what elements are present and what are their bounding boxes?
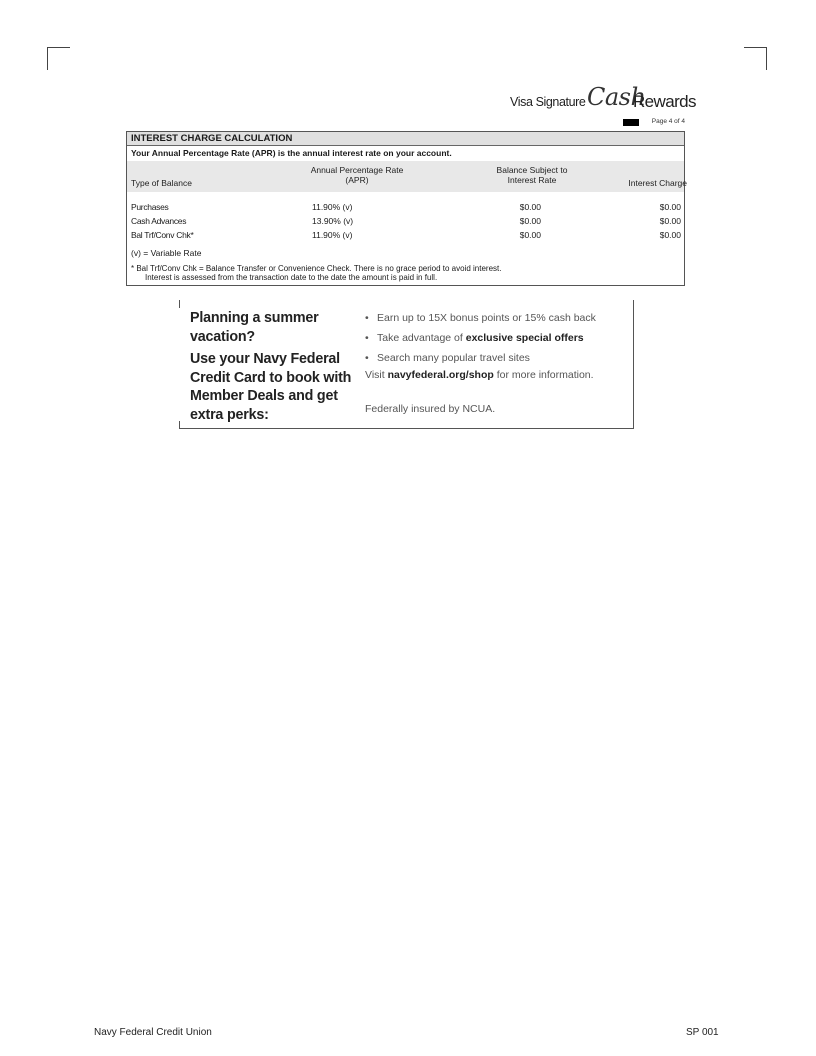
- page-number: Page 4 of 4: [651, 118, 685, 125]
- redaction-block: [623, 119, 639, 126]
- cell-charge: $0.00: [659, 202, 681, 212]
- logo-rewards-text: Rewards: [633, 92, 696, 111]
- cell-balance: $0.00: [519, 230, 541, 240]
- logo-cash-script: Cash: [587, 83, 646, 111]
- header-interest-charge: Interest Charge: [628, 178, 687, 188]
- page-indicator: [623, 118, 685, 130]
- visa-signature-cash-rewards-logo: [508, 83, 696, 115]
- variable-rate-note: (v) = Variable Rate: [131, 248, 202, 258]
- cell-balance: $0.00: [519, 202, 541, 212]
- promo-heading-line: Use your Navy Federal: [190, 351, 340, 367]
- promo-border-edge: [179, 300, 180, 308]
- bullet-icon: •: [365, 312, 369, 324]
- cell-type: Purchases: [131, 202, 169, 212]
- header-apr: [302, 165, 412, 185]
- cell-balance: $0.00: [519, 216, 541, 226]
- cell-apr: 13.90% (v): [312, 216, 354, 226]
- bullet-text: Earn up to 15X bonus points or 15% cash back: [377, 312, 596, 324]
- header-balance-subject: [477, 165, 587, 185]
- crop-mark-top-right: [744, 47, 767, 70]
- travel-promo-box: [179, 300, 634, 429]
- cell-charge: $0.00: [659, 216, 681, 226]
- header-balance-line2: Interest Rate: [507, 175, 557, 185]
- promo-heading: [190, 309, 368, 424]
- bullet-text: Search many popular travel sites: [377, 352, 530, 364]
- logo-signature-text: Visa Signature: [510, 95, 586, 109]
- cell-type: Bal Trf/Conv Chk*: [131, 230, 194, 240]
- interest-charge-table: [126, 131, 685, 286]
- cell-type: Cash Advances: [131, 216, 187, 226]
- promo-heading-line: Planning a summer: [190, 310, 319, 326]
- crop-mark-top-left: [47, 47, 70, 70]
- footnote-line-1: * Bal Trf/Conv Chk = Balance Transfer or Convenience Check. There is no grace period to avoid interest.: [131, 264, 502, 273]
- promo-visit-line: [365, 369, 594, 381]
- visit-suffix: for more information.: [493, 369, 594, 381]
- promo-heading-line: extra perks:: [190, 406, 269, 423]
- shop-link[interactable]: navyfederal.org/shop: [387, 369, 494, 381]
- bullet-bold-text: exclusive special offers: [465, 332, 584, 344]
- promo-heading-line: Credit Card to book with: [190, 369, 352, 386]
- table-row: [127, 229, 684, 241]
- table-header-row: [127, 161, 687, 192]
- header-apr-line2: (APR): [345, 175, 369, 185]
- ncua-notice: Federally insured by NCUA.: [365, 403, 496, 415]
- table-subtitle: Your Annual Percentage Rate (APR) is the annual interest rate on your account.: [131, 148, 452, 158]
- bullet-icon: •: [365, 332, 369, 344]
- header-apr-line1: Annual Percentage Rate: [310, 165, 404, 175]
- header-type-of-balance: Type of Balance: [131, 178, 192, 188]
- visit-prefix: Visit: [365, 369, 388, 381]
- cell-charge: $0.00: [659, 230, 681, 240]
- promo-heading-line: Member Deals and get: [190, 388, 338, 404]
- table-title: INTEREST CHARGE CALCULATION: [127, 132, 684, 146]
- promo-border-edge: [179, 421, 180, 429]
- table-row: [127, 201, 684, 213]
- cell-apr: 11.90% (v): [312, 202, 353, 212]
- promo-bullet: [365, 352, 530, 364]
- cell-apr: 11.90% (v): [312, 230, 353, 240]
- header-balance-line1: Balance Subject to: [496, 165, 568, 175]
- promo-heading-line: vacation?: [190, 328, 255, 345]
- footnote-line-2: Interest is assessed from the transaction date to the date the amount is paid in full.: [145, 273, 438, 282]
- promo-bullet: [365, 332, 584, 344]
- footer-org-name: Navy Federal Credit Union: [94, 1027, 212, 1038]
- footer-code: SP 001: [686, 1027, 719, 1038]
- promo-bullet: [365, 312, 596, 324]
- table-row: [127, 215, 684, 227]
- bullet-text: Take advantage of: [377, 332, 466, 344]
- bullet-icon: •: [365, 352, 369, 364]
